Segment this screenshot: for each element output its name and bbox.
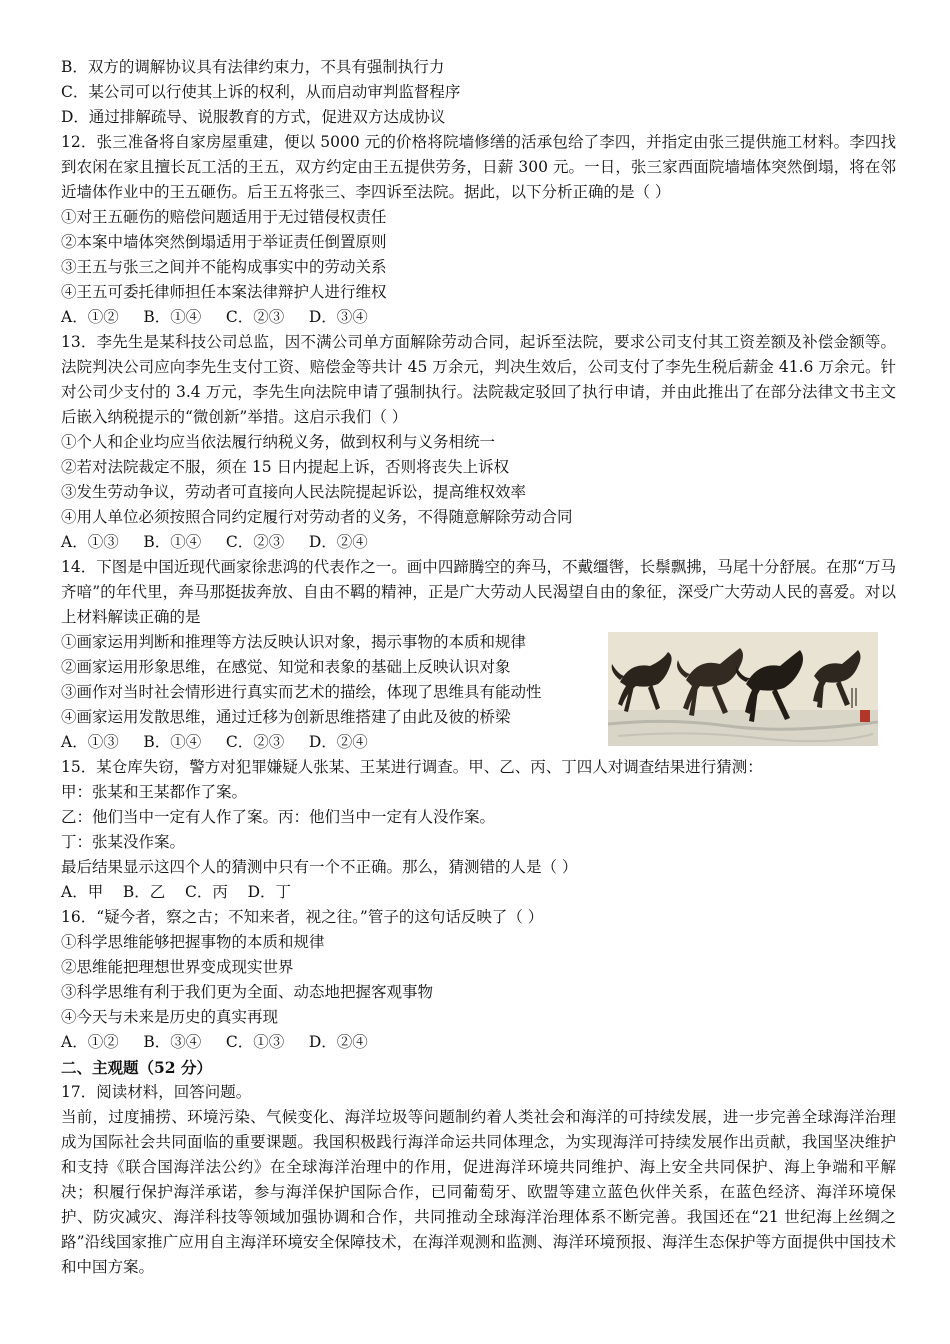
q12-item: ②本案中墙体突然倒塌适用于举证责任倒置原则 <box>61 233 387 251</box>
q12-item: ③王五与张三之间并不能构成事实中的劳动关系 <box>61 258 387 276</box>
q12-item: ④王五可委托律师担任本案法律辩护人进行维权 <box>61 283 387 301</box>
q14-options: A．①③ B．①④ C．②③ D．②④ <box>61 733 368 751</box>
exam-page <box>61 55 896 1280</box>
q13-item: ①个人和企业均应当依法履行纳税义务，做到权利与义务相统一 <box>61 433 496 451</box>
q16-item: ④今天与未来是历史的真实再现 <box>61 1008 279 1026</box>
horse-painting-icon <box>608 632 878 746</box>
q13-item: ④用人单位必须按照合同约定履行对劳动者的义务，不得随意解除劳动合同 <box>61 508 573 526</box>
q14-item: ③画作对当时社会情形进行真实而艺术的描绘，体现了思维具有能动性 <box>61 683 542 701</box>
q13-options: A．①③ B．①④ C．②③ D．②④ <box>61 533 368 551</box>
q13-item: ②若对法院裁定不服，须在 15 日内提起上诉，否则将丧失上诉权 <box>61 458 510 476</box>
q16-stem: 16．“疑今者，察之古；不知来者，视之往。”管子的这句话反映了（ ） <box>61 908 544 926</box>
q16-item: ②思维能把理想世界变成现实世界 <box>61 958 294 976</box>
q15-line: 最后结果显示这四个人的猜测中只有一个不正确。那么，猜测错的人是（ ） <box>61 858 578 876</box>
q12-options: A．①② B．①④ C．②③ D．③④ <box>61 308 368 326</box>
q13-item: ③发生劳动争议，劳动者可直接向人民法院提起诉讼，提高维权效率 <box>61 483 527 501</box>
q15-line: 乙：他们当中一定有人作了案。丙：他们当中一定有人没作案。 <box>61 808 496 826</box>
q15-line: 甲：张某和王某都作了案。 <box>61 783 248 801</box>
q14-stem: 14．下图是中国近现代画家徐悲鸿的代表作之一。画中四蹄腾空的奔马，不戴缰辔，长鬃飘拂，马尾十分舒展。在那“万马齐喑”的年代里，奔马那挺拔奔放、自由不羁的精神，正是广大劳动人民渴望自由的象征，深受广大劳动人民的喜爱。对以上材料解读正确的是 <box>61 558 896 626</box>
q12-item: ①对王五砸伤的赔偿问题适用于无过错侵权责任 <box>61 208 387 226</box>
q16-item: ①科学思维能够把握事物的本质和规律 <box>61 933 325 951</box>
q14-item: ②画家运用形象思维，在感觉、知觉和表象的基础上反映认识对象 <box>61 658 511 676</box>
q15-line: 丁：张某没作案。 <box>61 833 186 851</box>
q14-item: ①画家运用判断和推理等方法反映认识对象，揭示事物的本质和规律 <box>61 633 527 651</box>
q16-options: A．①② B．③④ C．①③ D．②④ <box>61 1033 368 1051</box>
q14-body <box>61 630 896 755</box>
q14-item: ④画家运用发散思维，通过迁移为创新思维搭建了由此及彼的桥梁 <box>61 708 511 726</box>
q11-option-c: C．某公司可以行使其上诉的权利，从而启动审判监督程序 <box>61 83 461 101</box>
q12-stem: 12．张三准备将自家房屋重建，便以 5000 元的价格将院墙修缮的活承包给了李四，并指定由张三提供施工材料。李四找到农闲在家且擅长瓦工活的王五，双方约定由王五提供劳务，日薪 300 元。一日，张三家西面院墙墙体突然倒塌，将在邻近墙体作业中的王五砸伤。后王五将张三、李四诉至法院。据此，以下分析正确的是（ ） <box>61 133 896 201</box>
q11-option-b: B．双方的调解协议具有法律约束力，不具有强制执行力 <box>61 58 445 76</box>
q17-material: 当前，过度捕捞、环境污染、气候变化、海洋垃圾等问题制约着人类社会和海洋的可持续发展，进一步完善全球海洋治理成为国际社会共同面临的重要课题。我国积极践行海洋命运共同体理念，为实现海洋可持续发展作出贡献，我国坚决维护和支持《联合国海洋法公约》在全球海洋治理中的作用，促进海洋环境共同维护、海上安全共同保护、海上争端和平解决；积履行保护海洋承诺，参与海洋保护国际合作，已同葡萄牙、欧盟等建立蓝色伙伴关系，在蓝色经济、海洋环境保护、防灾减灾、海洋科技等领域加强协调和合作，共同推动全球海洋治理体系不断完善。我国还在“21 世纪海上丝绸之路”沿线国家推广应用自主海洋环境安全保障技术，在海洋观测和监测、海洋环境预报、海洋生态保护等方面提供中国技术和中国方案。 <box>61 1108 896 1276</box>
q16-item: ③科学思维有利于我们更为全面、动态地把握客观事物 <box>61 983 434 1001</box>
q15-stem: 15．某仓库失窃，警方对犯罪嫌疑人张某、王某进行调查。甲、乙、丙、丁四人对调查结果进行猜测： <box>61 758 763 776</box>
q13-stem: 13．李先生是某科技公司总监，因不满公司单方面解除劳动合同，起诉至法院，要求公司支付其工资差额及补偿金额等。法院判决公司应向李先生支付工资、赔偿金等共计 45 万余元，判决生效后，公司支付了李先生税后薪金 41.6 万余元。针对公司少支付的 3.4 万元，李先生向法院申请了强制执行。法院裁定驳回了执行申请，并由此推出了在部分法律文书主文后嵌入纳税提示的“微创新”举措。这启示我们（ ） <box>61 333 896 426</box>
q15-options: A．甲 B．乙 C．丙 D．丁 <box>61 883 291 901</box>
section-heading: 二、主观题（52 分） <box>61 1058 212 1077</box>
q11-option-d: D．通过排解疏导、说服教育的方式，促进双方达成协议 <box>61 108 446 126</box>
q17-stem: 17．阅读材料，回答问题。 <box>61 1083 252 1101</box>
